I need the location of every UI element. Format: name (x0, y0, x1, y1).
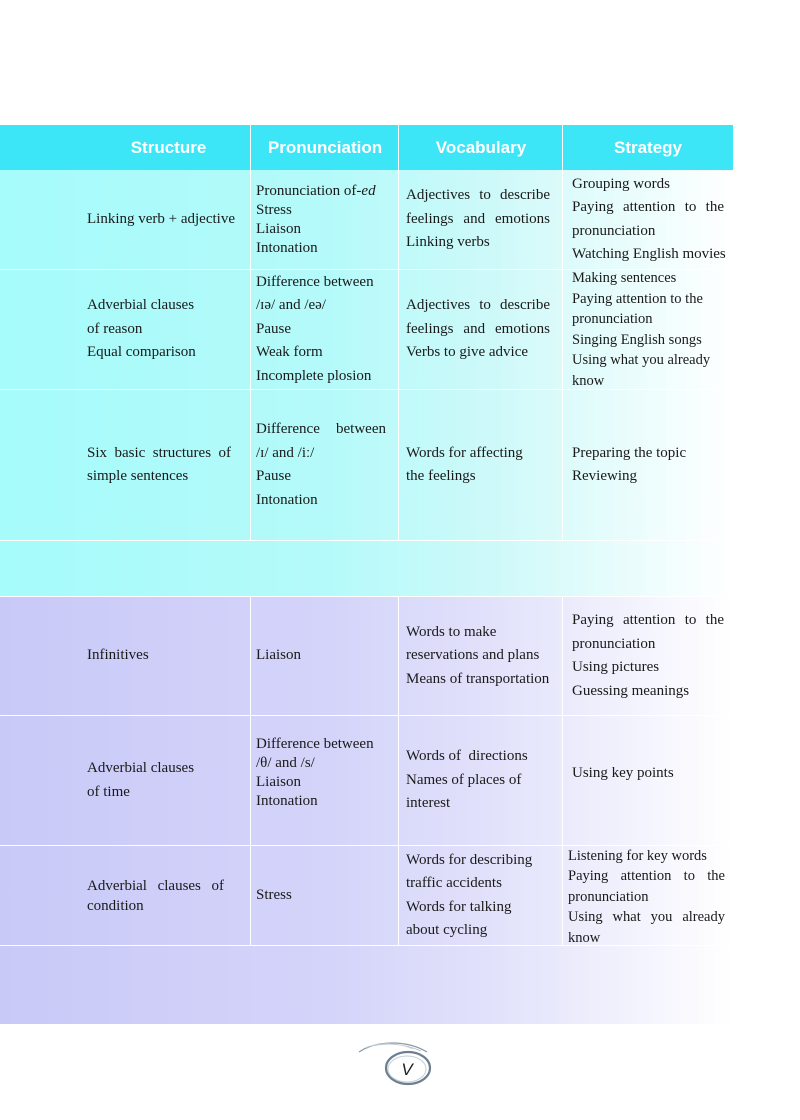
table-row-2-strategy: Making sentences Paying attention to the pronunciation Singing English songs Using what you already know (572, 270, 711, 389)
header-strategy: Strategy (613, 137, 683, 157)
table-row-6-strategy: Listening for key words Paying attention to the pronunciation Using what you already know (568, 847, 725, 946)
table-row-4-pronunciation: Liaison (256, 647, 301, 664)
table-row-2-structure: Adverbial clauses of reason Equal comparison (87, 297, 196, 361)
table-row-6-structure: Adverbial clauses of condition (87, 877, 224, 914)
table-row-4-strategy: Paying attention to the pronunciation Using pictures Guessing meanings (572, 612, 724, 699)
column-divider (250, 125, 251, 541)
column-divider (398, 596, 399, 946)
table-header (0, 125, 733, 170)
table-row-3-structure: Six basic structures of simple sentences (87, 444, 231, 484)
row-divider (0, 540, 733, 541)
table-row-6-pronunciation: Stress (256, 886, 292, 903)
header-structure: Structure (130, 137, 207, 157)
table-row-6-vocabulary: Words for describing traffic accidents Words for talking about cycling (406, 851, 533, 938)
column-divider (562, 125, 563, 541)
table-row-1-strategy: Grouping words Paying attention to the pronunciation Watching English movies (572, 175, 726, 262)
table-row-3-strategy: Preparing the topic Reviewing (572, 444, 687, 484)
page-number-badge (355, 1038, 435, 1088)
table-row-1-structure: Linking verb + adjective (87, 210, 235, 227)
table-row-2-pronunciation: Difference between /ɪə/ and /eə/ Pause Weak form Incomplete plosion (256, 273, 374, 384)
header-pronunciation: Pronunciation (267, 137, 383, 157)
page-number: V (401, 1060, 413, 1079)
table-row-4-vocabulary: Words to make reservations and plans Means of transportation (406, 623, 550, 687)
column-divider (250, 596, 251, 946)
table-row-3-vocabulary: Words for affecting the feelings (406, 444, 523, 484)
table-row-5-vocabulary: Words of directions Names of places of interest (406, 748, 528, 812)
table-row-2-vocabulary: Adjectives to describe feelings and emotions Verbs to give advice (406, 297, 550, 361)
table-row-5-structure: Adverbial clauses of time (87, 760, 195, 800)
table-row-1-pronunciation: Pronunciation of-ed Stress Liaison Intonation (256, 183, 376, 256)
swoosh-icon (355, 1038, 435, 1088)
table-row-1-vocabulary: Adjectives to describe feelings and emotions Linking verbs (406, 187, 550, 251)
table-row-3-pronunciation: Difference between /ɪ/ and /iː/ Pause Intonation (256, 421, 386, 508)
table-row-5-pronunciation: Difference between /θ/ and /s/ Liaison Intonation (256, 736, 374, 809)
table-row-5-strategy: Using key points (572, 764, 674, 781)
table-row-4-structure: Infinitives (87, 647, 149, 664)
column-divider (398, 125, 399, 541)
header-vocabulary: Vocabulary (435, 137, 527, 157)
column-divider (562, 596, 563, 946)
